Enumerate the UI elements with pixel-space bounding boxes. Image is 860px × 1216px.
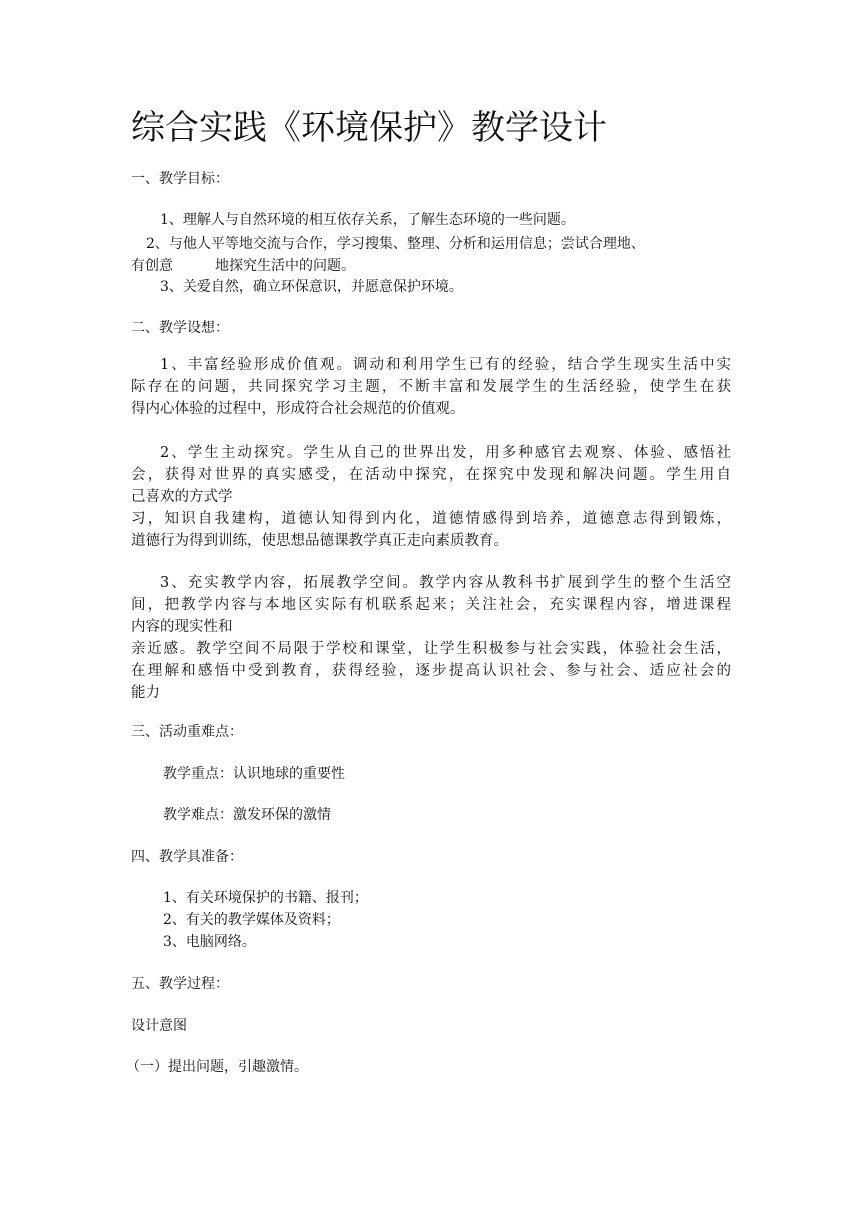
material-item-2: 2、有关的教学媒体及资料； xyxy=(163,912,340,928)
section-heading-objectives: 一、教学目标： xyxy=(131,171,229,187)
material-item-3: 3、电脑网络。 xyxy=(163,934,256,950)
process-step-1: （一）提出问题，引趣激情。 xyxy=(126,1059,308,1075)
objective-item-2-part-b: 地探究生活中的问题。 xyxy=(215,258,355,274)
paragraph-line: 内容的现实性和 xyxy=(131,619,233,635)
design-intent-label: 设计意图 xyxy=(131,1018,187,1034)
objective-item-2-line-2 xyxy=(131,256,355,276)
objective-item-1: 1、理解人与自然环境的相互依存关系，了解生态环境的一些问题。 xyxy=(160,212,575,228)
paragraph-line: 能力 xyxy=(131,685,160,701)
difficult-point: 教学难点：激发环保的激情 xyxy=(163,807,331,823)
section-heading-materials: 四、教学具准备： xyxy=(131,849,243,865)
section-heading-key-points: 三、活动重难点： xyxy=(131,724,243,740)
paragraph-line: 2、学生主动探究。学生从自己的世界出发，用多种感官去观察、体验、感悟社 xyxy=(160,445,731,461)
section-heading-ideas: 二、教学设想： xyxy=(131,320,229,336)
material-item-1: 1、有关环境保护的书籍、报刊； xyxy=(163,890,368,906)
paragraph-line: 己喜欢的方式学 xyxy=(131,489,233,505)
paragraph-line: 习，知识自我建构，道德认知得到内化，道德情感得到培养，道德意志得到锻炼， xyxy=(131,511,731,527)
paragraph-line: 得内心体验的过程中，形成符合社会规范的价值观。 xyxy=(131,401,465,417)
paragraph-line: 亲近感。教学空间不局限于学校和课堂，让学生积极参与社会实践，体验社会生活， xyxy=(131,641,731,657)
paragraph-line: 3、充实教学内容，拓展教学空间。教学内容从教科书扩展到学生的整个生活空 xyxy=(160,575,731,591)
paragraph-line: 1、丰富经验形成价值观。调动和利用学生已有的经验，结合学生现实生活中实 xyxy=(160,357,731,373)
paragraph-line: 间，把教学内容与本地区实际有机联系起来；关注社会，充实课程内容，增进课程 xyxy=(131,597,731,613)
paragraph-line: 际存在的问题，共同探究学习主题，不断丰富和发展学生的生活经验，使学生在获 xyxy=(131,379,731,395)
section-heading-process: 五、教学过程： xyxy=(131,976,229,992)
idea-paragraph-1 xyxy=(131,354,731,420)
objective-item-2-part-a: 有创意 xyxy=(131,258,173,274)
objective-item-3: 3、关爱自然，确立环保意识，并愿意保护环境。 xyxy=(160,279,463,295)
paragraph-line: 道德行为得到训练，使思想品德课教学真正走向素质教育。 xyxy=(131,533,508,549)
idea-paragraph-2 xyxy=(131,442,731,552)
objective-item-2-line-1: 2、与他人平等地交流与合作，学习搜集、整理、分析和运用信息；尝试合理地、 xyxy=(146,236,645,252)
key-point: 教学重点：认识地球的重要性 xyxy=(163,766,345,782)
idea-paragraph-3 xyxy=(131,572,731,704)
paragraph-line: 在理解和感悟中受到教育，获得经验，逐步提高认识社会、参与社会、适应社会的 xyxy=(131,663,731,679)
paragraph-line: 会，获得对世界的真实感受，在活动中探究，在探究中发现和解决问题。学生用自 xyxy=(131,467,731,483)
document-title: 综合实践《环境保护》教学设计 xyxy=(131,108,607,148)
